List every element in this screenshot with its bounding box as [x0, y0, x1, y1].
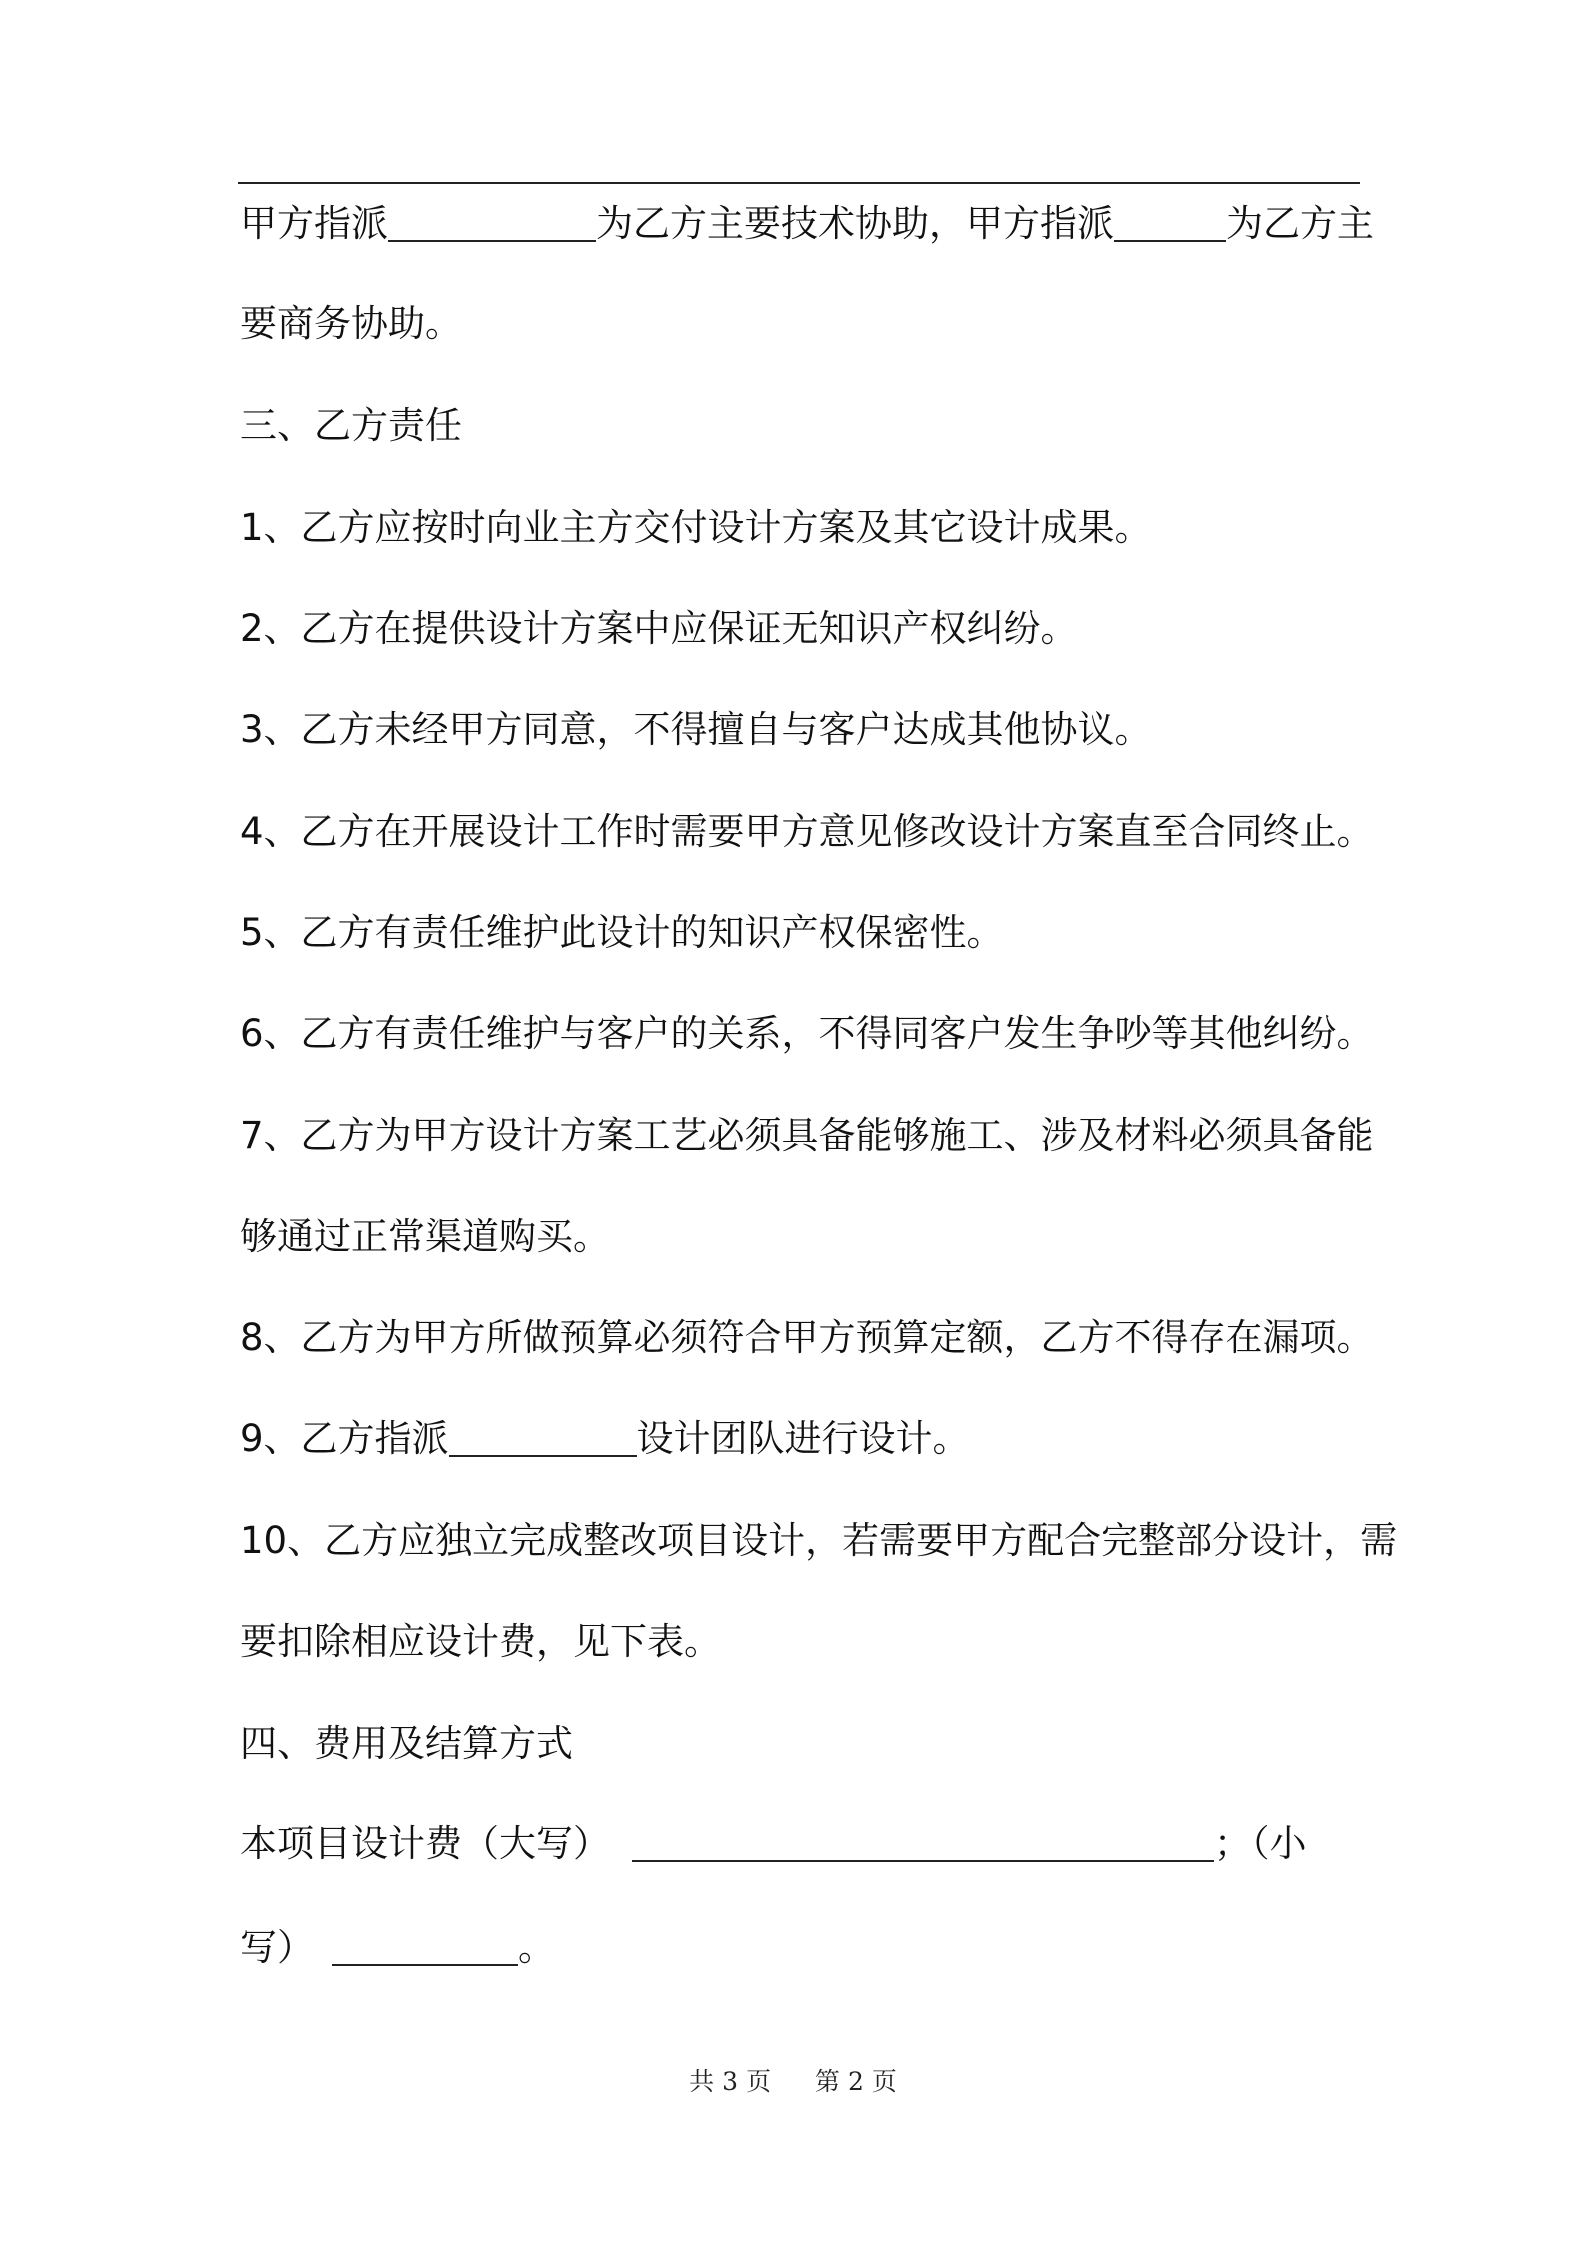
- paragraph-line-2: 要商务协助。: [240, 302, 462, 345]
- paragraph-line-1: [240, 200, 1374, 248]
- text-segment: 9、乙方指派: [240, 1417, 449, 1460]
- footer-total-pages: 3: [722, 2067, 739, 2096]
- list-item-4: 4、乙方在开展设计工作时需要甲方意见修改设计方案直至合同终止。: [240, 810, 1374, 853]
- list-item-1: 1、乙方应按时向业主方交付设计方案及其它设计成果。: [240, 506, 1152, 549]
- list-item-2: 2、乙方在提供设计方案中应保证无知识产权纠纷。: [240, 607, 1078, 650]
- text-segment: 为乙方主: [1226, 202, 1374, 245]
- footer-current-label: 第: [814, 2067, 840, 2096]
- list-item-10-line-2: 要扣除相应设计费，见下表。: [240, 1620, 721, 1663]
- top-rule: [238, 182, 1360, 184]
- list-item-7-line-2: 够通过正常渠道购买。: [240, 1215, 610, 1258]
- footer-page-unit: 页: [746, 2067, 772, 2096]
- page-footer: [0, 2062, 1586, 2098]
- fee-line-2: [240, 1924, 555, 1972]
- list-item-8: 8、乙方为甲方所做预算必须符合甲方预算定额，乙方不得存在漏项。: [240, 1316, 1374, 1359]
- list-item-3: 3、乙方未经甲方同意，不得擅自与客户达成其他协议。: [240, 708, 1152, 751]
- list-item-9: [240, 1415, 970, 1463]
- fill-blank-business-assistant[interactable]: [1114, 202, 1226, 242]
- fill-blank-technical-assistant[interactable]: [388, 202, 596, 242]
- text-segment: 本项目设计费（大写）: [240, 1822, 610, 1865]
- list-item-5: 5、乙方有责任维护此设计的知识产权保密性。: [240, 911, 1004, 954]
- fill-blank-design-team[interactable]: [449, 1417, 637, 1457]
- fee-line-1: [240, 1820, 1307, 1868]
- list-item-7-line-1: 7、乙方为甲方设计方案工艺必须具备能够施工、涉及材料必须具备能: [240, 1114, 1374, 1157]
- text-segment: 设计团队进行设计。: [636, 1417, 970, 1460]
- fill-blank-fee-uppercase[interactable]: [632, 1822, 1214, 1862]
- section-heading-4: 四、费用及结算方式: [240, 1722, 573, 1765]
- section-heading-3: 三、乙方责任: [240, 404, 462, 447]
- text-segment: ；（小: [1214, 1822, 1307, 1865]
- text-segment: 。: [518, 1926, 555, 1969]
- list-item-10-line-1: 10、乙方应独立完成整改项目设计，若需要甲方配合完整部分设计，需: [240, 1519, 1398, 1562]
- list-item-6: 6、乙方有责任维护与客户的关系，不得同客户发生争吵等其他纠纷。: [240, 1012, 1374, 1055]
- text-segment: 甲方指派: [240, 202, 388, 245]
- fill-blank-fee-lowercase[interactable]: [332, 1926, 518, 1966]
- footer-current-unit: 页: [871, 2067, 897, 2096]
- text-segment: 写）: [240, 1926, 314, 1969]
- text-segment: 为乙方主要技术协助，甲方指派: [596, 202, 1114, 245]
- footer-total-label: 共: [689, 2067, 715, 2096]
- footer-current-page: 2: [847, 2067, 864, 2096]
